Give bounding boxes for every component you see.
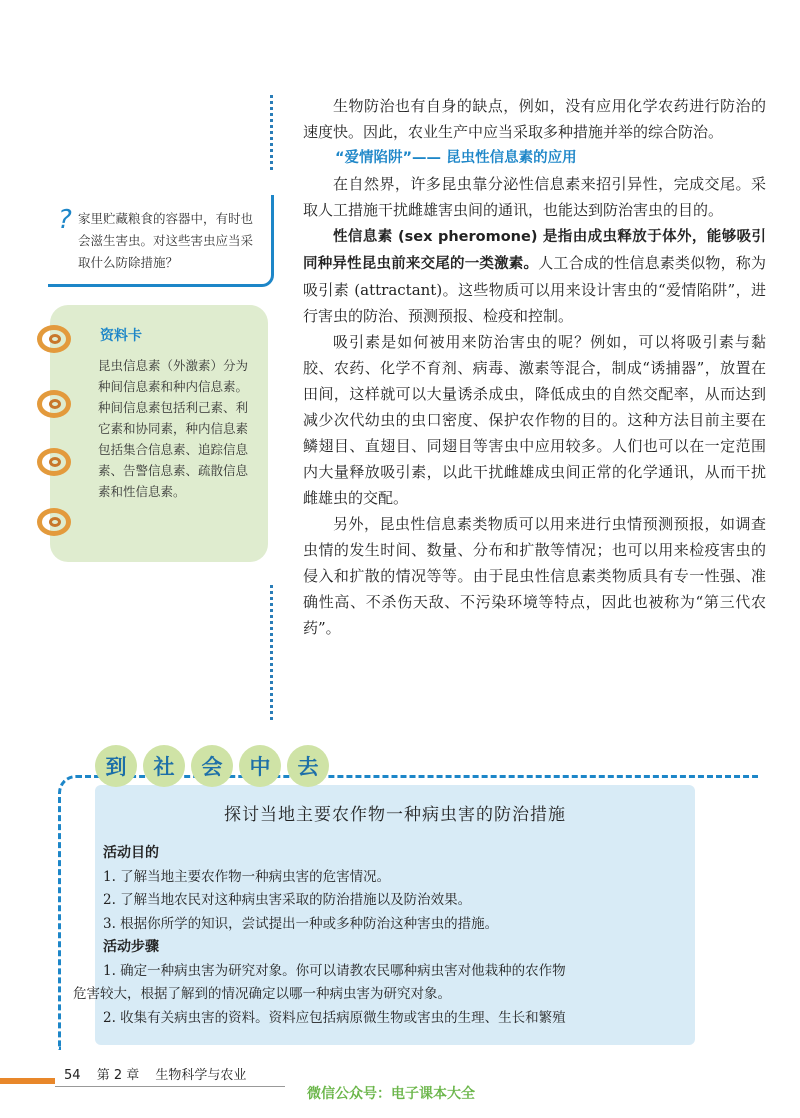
info-card-title: 资料卡 [100, 328, 142, 344]
activity-banner [95, 745, 329, 787]
paragraph [303, 223, 766, 329]
banner-char: 去 [287, 745, 329, 787]
step-item-continued: 危害较大，根据了解到的情况确定以哪一种病虫害为研究对象。 [73, 986, 451, 1002]
activity-title: 探讨当地主要农作物一种病虫害的防治措施 [224, 805, 566, 825]
info-card-text: 昆虫信息素（外激素）分为种间信息素和种内信息素。种间信息素包括利己素、利它素和协同素，种内信息素包括集合信息素、追踪信息素、告警信息素、疏散信息素和性信息素。 [98, 358, 249, 499]
paragraph: 在自然界，许多昆虫靠分泌性信息素来招引异性，完成交尾。采取人工措施干扰雌雄害虫间的通讯，也能达到防治害虫的目的。 [303, 175, 766, 219]
step-item: 2. 收集有关病虫害的资料。资料应包括病原微生物或害虫的生理、生长和繁殖 [103, 1009, 566, 1026]
margin-dots-bottom [270, 585, 277, 720]
watermark: 微信公众号：电子课本大全 [307, 1086, 475, 1102]
purpose-item: 2. 了解当地农民对这种病虫害采取的防治措施以及防治效果。 [103, 892, 472, 908]
margin-dots-top [270, 95, 277, 170]
banner-char: 中 [239, 745, 281, 787]
step-item: 1. 确定一种病虫害为研究对象。你可以请教农民哪种病虫害对他栽种的农作物 [103, 962, 566, 979]
question-text: 家里贮藏粮食的容器中，有时也会滋生害虫。对这些害虫应当采取什么防除措施？ [78, 211, 254, 270]
chapter-title: 生物科学与农业 [155, 1068, 247, 1083]
ring-binder-icon [37, 325, 71, 353]
activity-content [73, 842, 693, 1030]
definition-bold: 性信息素 (sex pheromone) 是指由成虫释放于体外，能够吸引同种异性昆虫前来交尾的一类激素。 [303, 229, 766, 272]
paragraph: 生物防治也有自身的缺点，例如，没有应用化学农药进行防治的速度快。因此，农业生产中应当采取多种措施并举的综合防治。 [303, 97, 766, 141]
page-number: 54 [64, 1068, 81, 1083]
question-icon: ? [58, 205, 72, 235]
page-footer [64, 1064, 258, 1083]
banner-char: 到 [95, 745, 137, 787]
ring-binder-icon [37, 390, 71, 418]
purpose-item: 1. 了解当地主要农作物一种病虫害的危害情况。 [103, 868, 391, 885]
purpose-heading: 活动目的 [103, 845, 159, 861]
chapter-label: 第 2 章 [96, 1068, 140, 1083]
paragraph: 吸引素是如何被用来防治害虫的呢？例如，可以将吸引素与黏胶、农药、化学不育剂、病毒、激素等混合，制成“诱捕器”，放置在田间，这样就可以大量诱杀成虫，降低成虫的自然交配率，从而达到减少次代幼虫的虫口密度、保护农作物的目的。这种方法目前主要在鳞翅目、直翅目、同翅目等害虫中应用较多。人们也可以在一定范围内大量释放吸引素，以此干扰雌雄成虫间正常的化学通讯，从而干扰雌雄虫的交配。 [303, 333, 766, 507]
footer-accent-bar [0, 1078, 55, 1084]
banner-char: 会 [191, 745, 233, 787]
steps-heading: 活动步骤 [103, 939, 159, 955]
paragraph-rest: 人工合成的性信息素类似物，称为吸引素 (attractant)。这些物质可以用来设计害虫的“爱情陷阱”，进行害虫的防治、预测预报、检疫和控制。 [303, 254, 766, 325]
footer-rule [55, 1086, 285, 1087]
paragraph: 另外，昆虫性信息素类物质可以用来进行虫情预测预报，如调查虫情的发生时间、数量、分布和扩散等情况；也可以用来检疫害虫的侵入和扩散的情况等等。由于昆虫性信息素类物质具有专一性强、准确性高、不杀伤天敌、不污染环境等特点，因此也被称为“第三代农药”。 [303, 515, 766, 637]
section-heading: “爱情陷阱”—— 昆虫性信息素的应用 [335, 150, 577, 166]
ring-binder-icon [37, 448, 71, 476]
purpose-item: 3. 根据你所学的知识，尝试提出一种或多种防治这种害虫的措施。 [103, 915, 499, 932]
ring-binder-icon [37, 508, 71, 536]
main-text [303, 93, 766, 641]
banner-char: 社 [143, 745, 185, 787]
